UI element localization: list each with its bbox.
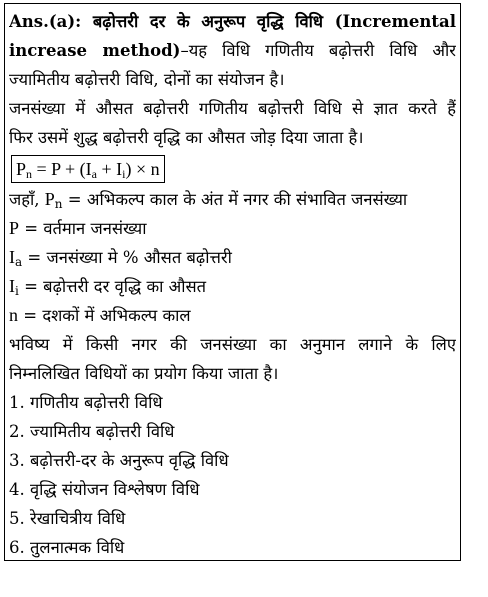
definition-row xyxy=(9,185,456,214)
definition-row xyxy=(9,301,456,330)
formula-lhs: P xyxy=(16,159,27,179)
heading-line-1 xyxy=(9,7,456,36)
definition-symbol-sub: a xyxy=(15,255,23,269)
formula-row xyxy=(9,152,456,185)
formula-box xyxy=(11,155,165,183)
definition-text: = अभिकल्प काल के अंत में नगर की संभावित जनसंख्या xyxy=(62,190,408,209)
definition-symbol: I xyxy=(9,247,15,267)
definition-symbol: P xyxy=(9,218,20,238)
heading-line-3: ज्यामितीय बढ़ोत्तरी विधि, दोनों का संयोजन है। xyxy=(9,70,285,89)
definition-text: = दशकों में अभिकल्प काल xyxy=(18,306,191,325)
answer-box xyxy=(4,3,461,561)
definition-row xyxy=(9,243,456,272)
para2-line-1: भविष्य में किसी नगर की जनसंख्या का अनुमान लगाने के लिए xyxy=(9,335,456,354)
formula-plus: + I xyxy=(96,159,123,179)
answer-content xyxy=(9,7,456,562)
definition-row xyxy=(9,272,456,301)
definition-text: = वर्तमान जनसंख्या xyxy=(19,219,147,238)
list-item-method-3: 3. बढ़ोत्तरी-दर के अनुरूप वृद्धि विधि xyxy=(9,451,229,470)
definition-row xyxy=(9,214,456,243)
list-item-method-6: 6. तुलनात्मक विधि xyxy=(9,538,125,557)
definition-symbol: P xyxy=(44,189,55,209)
method-title: बढ़ोत्तरी दर के अनुरूप वृद्धि विधि (Incremental xyxy=(81,12,456,31)
formula-rhs-end: ) × n xyxy=(125,159,160,179)
definition-text: = बढ़ोत्तरी दर वृद्धि का औसत xyxy=(18,277,207,296)
heading-line-2 xyxy=(9,36,456,65)
definition-symbol-sub: i xyxy=(15,284,19,298)
list-item-method-2: 2. ज्यामितीय बढ़ोत्तरी विधि xyxy=(9,422,175,441)
list-item-method-4: 4. वृद्धि संयोजन विश्लेषण विधि xyxy=(9,480,200,499)
definition-symbol: n xyxy=(9,305,18,325)
formula-rhs-start: = P + (I xyxy=(32,159,92,179)
method-description: –यह विधि गणितीय बढ़ोत्तरी विधि और xyxy=(180,41,456,60)
para1-line-1: जनसंख्या में औसत बढ़ोत्तरी गणितीय बढ़ोत्तरी विधि से ज्ञात करते हैं xyxy=(9,99,456,118)
method-title-continued: increase method) xyxy=(9,41,181,60)
list-item-method-1: 1. गणितीय बढ़ोत्तरी विधि xyxy=(9,393,163,412)
definition-symbol-sub: n xyxy=(54,197,63,211)
answer-label: Ans.(a): xyxy=(9,12,82,31)
definition-text: = जनसंख्या मे % औसत बढ़ोत्तरी xyxy=(22,248,232,267)
formula-lhs-sub: n xyxy=(26,167,33,181)
formula-sub-a: a xyxy=(91,167,97,181)
list-item-method-5: 5. रेखाचित्रीय विधि xyxy=(9,509,126,528)
definition-prefix: जहाँ, xyxy=(9,190,45,209)
para1-line-2: फिर उसमें शुद्ध बढ़ोत्तरी वृद्धि का औसत जोड़ दिया जाता है। xyxy=(9,128,364,147)
formula-sub-i: i xyxy=(122,167,126,181)
definition-symbol: I xyxy=(9,276,15,296)
para2-line-2: निम्नलिखित विधियों का प्रयोग किया जाता है। xyxy=(9,364,279,383)
